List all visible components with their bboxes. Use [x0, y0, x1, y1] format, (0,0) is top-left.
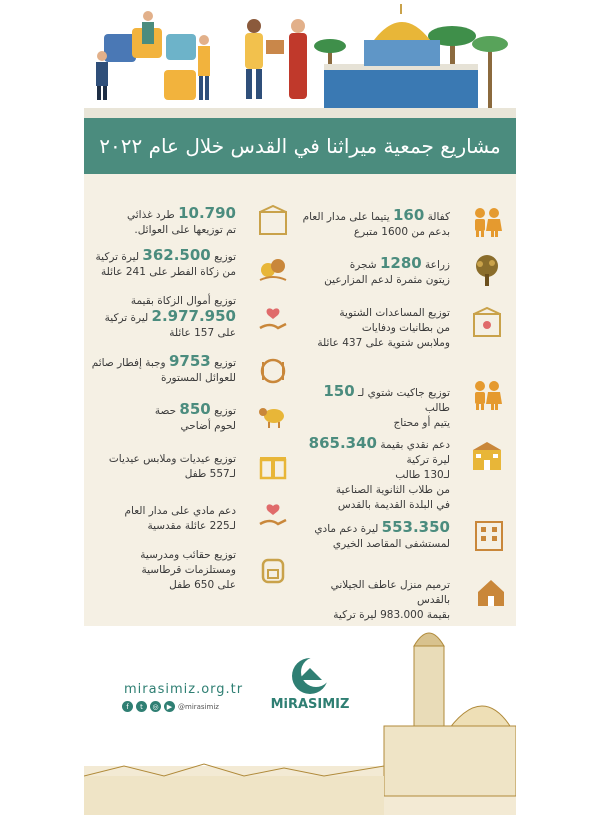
project-family-support	[86, 504, 236, 534]
project-school-bags	[86, 548, 236, 593]
project-zakat-distribution	[86, 294, 236, 341]
item-text: على 650 طفل	[169, 579, 236, 591]
gift-icon	[256, 448, 290, 482]
item-number: 1280	[379, 254, 422, 272]
coins-icon	[256, 252, 290, 286]
hand-heart-icon	[256, 304, 290, 338]
item-text: لـ557 طفل	[184, 468, 236, 480]
item-text: للعوائل المستورة	[160, 372, 236, 384]
hero-art	[84, 0, 516, 118]
item-text: لـ225 عائلة مقدسية	[147, 520, 236, 532]
school-icon	[470, 440, 504, 474]
project-orphan-sponsorship	[300, 208, 450, 240]
item-text: ومستلزمات قرطاسية	[141, 564, 236, 576]
hospital-icon	[472, 518, 506, 552]
item-text: طالب	[424, 402, 450, 414]
item-number: 553.350	[381, 518, 450, 536]
project-student-support	[296, 436, 450, 513]
item-text: زيتون مثمرة لدعم المزارعين	[324, 274, 450, 286]
item-number: 850	[179, 400, 211, 418]
children-icon	[470, 378, 504, 412]
hero-illustration	[84, 0, 516, 118]
item-text: لحوم أضاحي	[180, 420, 236, 432]
item-number: 9753	[168, 352, 211, 370]
item-text: ليرة تركية	[104, 312, 149, 324]
item-text: تم توزيعها على العوائل.	[134, 224, 236, 236]
item-text: دعم نقدي بقيمة	[380, 439, 450, 451]
box-icon	[470, 306, 504, 340]
item-text: حصة	[154, 405, 177, 417]
item-text: توزيع أموال الزكاة بقيمة	[130, 295, 236, 307]
item-text: دعم مادي على مدار العام	[124, 505, 236, 517]
social-handle: @mirasimiz	[178, 702, 219, 711]
project-olive-trees	[300, 256, 450, 288]
house-icon	[474, 576, 508, 610]
item-number: 2.977.950	[151, 307, 236, 325]
website-url[interactable]: mirasimiz.org.tr	[124, 682, 244, 697]
item-text: ليرة تركية	[406, 454, 450, 466]
project-hospital-support	[300, 520, 450, 552]
meal-icon	[256, 354, 290, 388]
item-text: من زكاة الفطر على 241 عائلة	[101, 266, 236, 278]
project-food-parcels	[86, 206, 236, 238]
item-text: على 157 عائلة	[169, 327, 236, 339]
sheep-icon	[256, 398, 290, 432]
item-text: كفالة	[427, 211, 450, 223]
item-number: 10.790	[178, 204, 236, 222]
item-text: ليرة تركية	[95, 251, 140, 263]
item-text: توزيع	[214, 405, 236, 417]
project-eid-clothes	[86, 452, 236, 482]
twitter-icon[interactable]: t	[136, 701, 147, 712]
facebook-icon[interactable]: f	[122, 701, 133, 712]
children-icon	[470, 205, 504, 239]
item-text: ليرة دعم مادي	[314, 523, 379, 535]
item-number: 160	[393, 206, 425, 224]
item-text: زراعة	[425, 259, 450, 271]
item-text: في البلدة القديمة بالقدس	[337, 499, 450, 511]
item-text: توزيع	[214, 251, 236, 263]
item-number: 362.500	[142, 246, 211, 264]
item-text: من طلاب الثانوية الصناعية	[335, 484, 450, 496]
social-links	[122, 701, 219, 712]
item-text: توزيع المساعدات الشتوية	[339, 307, 450, 319]
project-sacrifice-meat	[86, 402, 236, 434]
youtube-icon[interactable]: ▶	[164, 701, 175, 712]
item-text: توزيع جاكيت شتوي لـ	[358, 387, 450, 399]
tree-icon	[470, 254, 504, 288]
item-text: يتيم أو محتاج	[393, 417, 450, 429]
food-box-icon	[256, 204, 290, 238]
project-winter-jackets	[300, 384, 450, 431]
item-text: بدعم من 1600 متبرع	[353, 226, 450, 238]
logo-wordmark: MiRASIMIZ	[270, 697, 350, 712]
item-text: شجرة	[349, 259, 377, 271]
item-text: وملابس شتوية على 437 عائلة	[317, 337, 450, 349]
instagram-icon[interactable]: ◎	[150, 701, 161, 712]
hand-heart-icon	[256, 500, 290, 534]
project-house-restoration	[296, 578, 450, 623]
backpack-icon	[256, 552, 290, 586]
project-zakat-fitr	[86, 248, 236, 280]
item-text: طرد غذائي	[127, 209, 175, 221]
item-number: 865.340	[308, 434, 377, 452]
item-text: توزيع حقائب ومدرسية	[140, 549, 236, 561]
item-text: توزيع عيديات وملابس عيديات	[108, 453, 236, 465]
item-text: توزيع	[214, 357, 236, 369]
item-text: لمستشفى المقاصد الخيري	[332, 538, 450, 550]
project-winter-aid	[296, 306, 450, 351]
project-iftar-meals	[86, 354, 236, 386]
item-text: بقيمة 983.000 ليرة تركية	[333, 609, 450, 621]
item-text: من بطانيات ودفايات	[361, 322, 450, 334]
item-number: 150	[323, 382, 355, 400]
page-title: مشاريع جمعية ميراثنا في القدس خلال عام ٢٠٢٢	[84, 118, 516, 174]
item-text: ترميم منزل عاطف الجيلاني بالقدس	[330, 579, 450, 606]
item-text: يتيما على مدار العام	[302, 211, 390, 223]
item-text: لـ130 طالب	[395, 469, 450, 481]
item-text: وجبة إفطار صائم	[91, 357, 166, 369]
